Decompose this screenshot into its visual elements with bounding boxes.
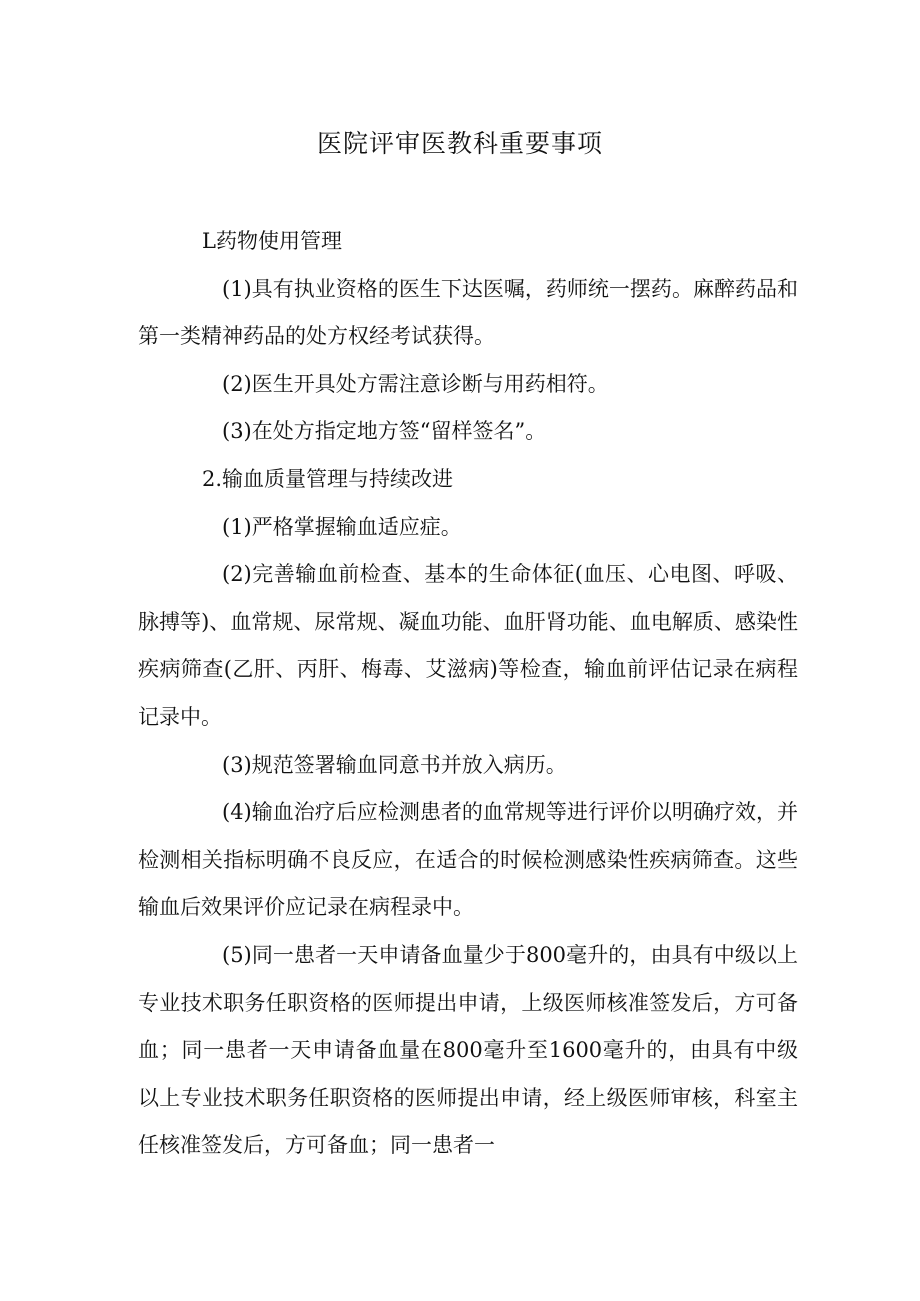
drug-item-3: (3)在处方指定地方签“留样签名”。	[222, 419, 547, 444]
transfusion-item-2: (2)完善输血前检查、基本的生命体征(血压、心电图、呼吸、脉搏等)、血常规、尿常规、凝血功能、血肝肾功能、血电解质、感染性疾病筛查(乙肝、丙肝、梅毒、艾滋病)等检查，输血前评估记录在病程记录中。	[138, 562, 798, 729]
document-body	[138, 218, 798, 1170]
section-heading-drug-management: L药物使用管理	[202, 229, 342, 253]
transfusion-item-3: (3)规范签署输血同意书并放入病历。	[222, 752, 567, 777]
document-title: 医院评审医教科重要事项	[316, 129, 603, 158]
drug-item-2: (2)医生开具处方需注意诊断与用药相符。	[222, 371, 609, 396]
transfusion-item-4: (4)输血治疗后应检测患者的血常规等进行评价以明确疗效，并检测相关指标明确不良反应，在适合的时候检测感染性疾病筛查。这些输血后效果评价应记录在病程录中。	[138, 800, 798, 920]
section-heading-transfusion-management: 2.输血质量管理与持续改进	[202, 466, 454, 491]
drug-item-1: (1)具有执业资格的医生下达医嘱，药师统一摆药。麻醉药品和第一类精神药品的处方权经考试获得。	[138, 276, 798, 349]
transfusion-item-5: (5)同一患者一天申请备血量少于800毫升的，由具有中级以上专业技术职务任职资格的医师提出申请，上级医师核准签发后，方可备血；同一患者一天申请备血量在800毫升至1600毫升的，由具有中级以上专业技术职务任职资格的医师提出申请，经上级医师审核，科室主任核准签发后，方可备血；同一患者一	[138, 942, 798, 1158]
transfusion-item-1: (1)严格掌握输血适应症。	[222, 514, 462, 539]
